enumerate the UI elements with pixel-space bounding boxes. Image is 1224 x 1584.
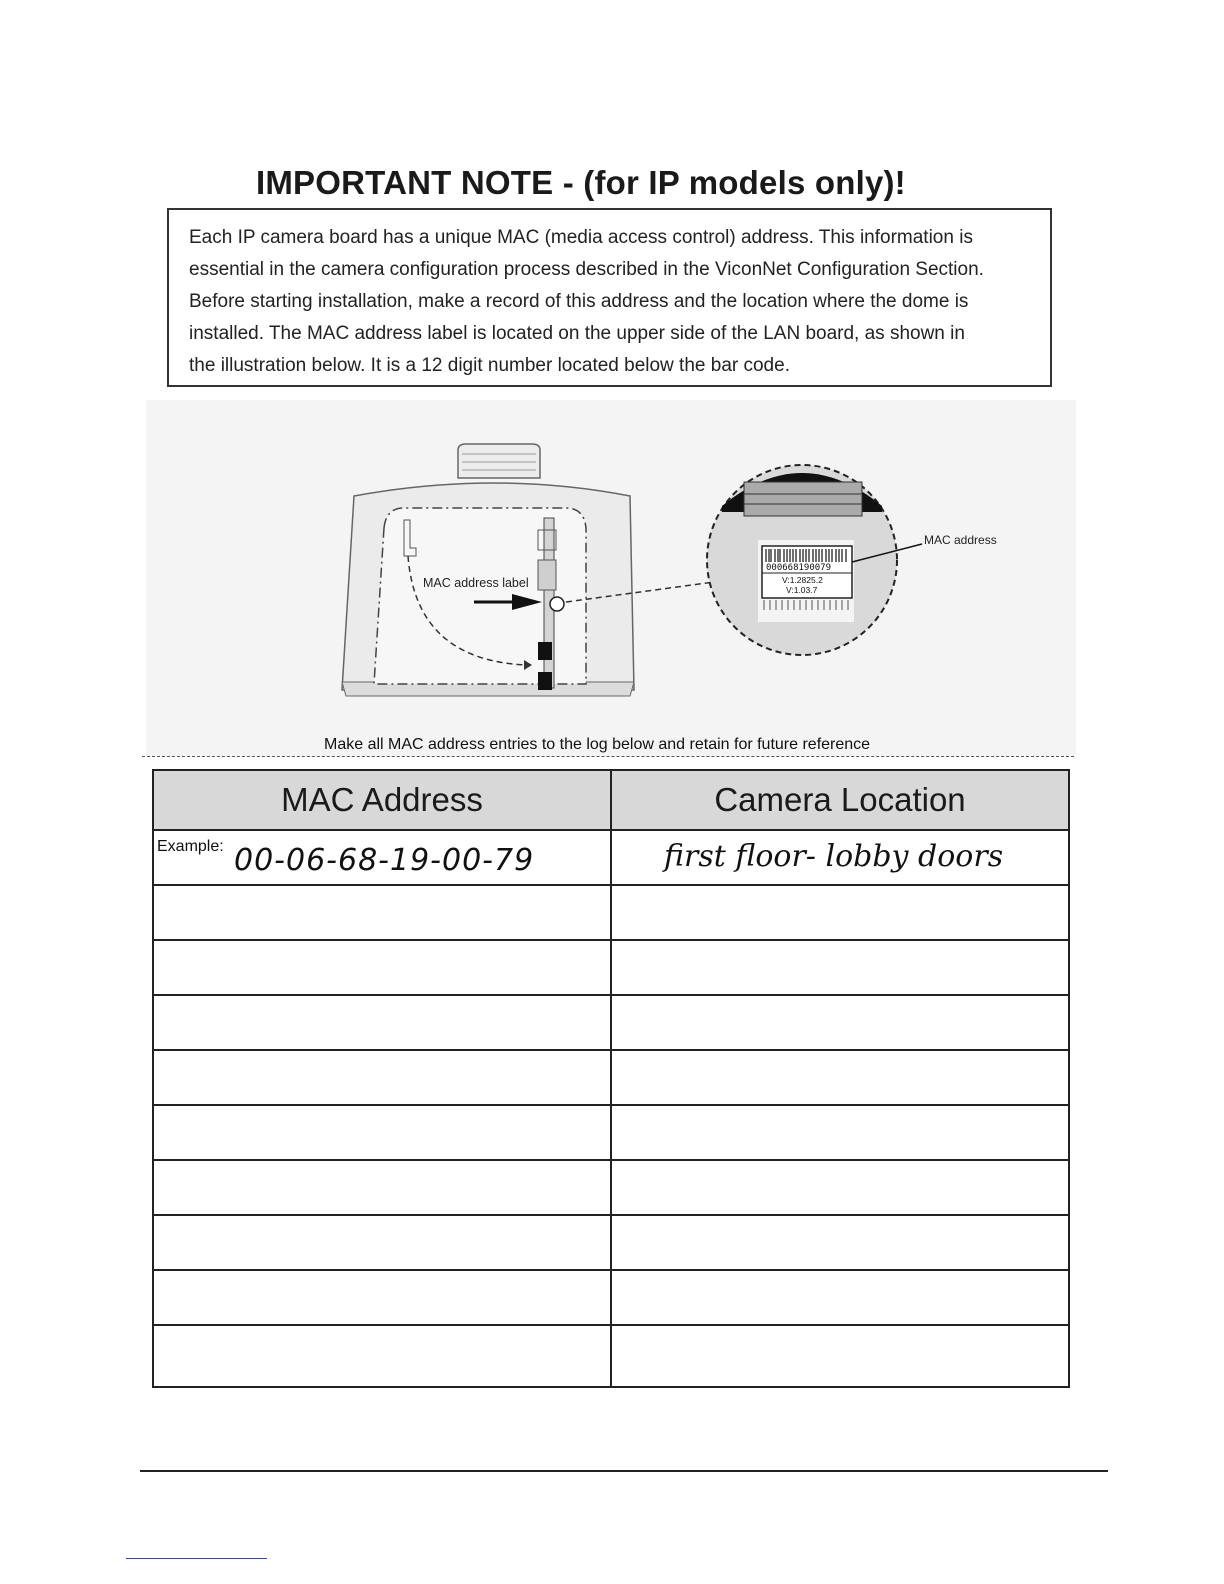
mac-address-callout: MAC address	[924, 533, 997, 547]
example-row	[153, 830, 1069, 885]
note-line: Each IP camera board has a unique MAC (media access control) address. This information is	[189, 227, 973, 248]
version-line-1: V:1.2825.2	[782, 575, 823, 585]
header-camera-location: Camera Location	[611, 770, 1069, 830]
mac-entry-cell[interactable]	[153, 1270, 611, 1325]
note-line: the illustration below. It is a 12 digit number located below the bar code.	[189, 355, 790, 376]
log-caption: Make all MAC address entries to the log below and retain for future reference	[324, 736, 871, 753]
note-line: Before starting installation, make a record of this address and the location where the dome is	[189, 291, 969, 312]
footer-link-underline	[126, 1558, 267, 1559]
mac-entry-cell[interactable]	[153, 1325, 611, 1387]
location-entry-cell[interactable]	[611, 1325, 1069, 1387]
location-entry-cell[interactable]	[611, 885, 1069, 940]
location-entry-cell[interactable]	[611, 1050, 1069, 1105]
table-header-row	[153, 770, 1069, 830]
example-location-value: first floor- lobby doors	[664, 839, 1004, 874]
location-entry-cell[interactable]	[611, 1105, 1069, 1160]
important-note-box	[167, 208, 1052, 387]
header-mac-address: MAC Address	[153, 770, 611, 830]
table-row	[153, 1325, 1069, 1387]
note-line: essential in the camera configuration process described in the ViconNet Configuration Section.	[189, 259, 984, 280]
table-row	[153, 995, 1069, 1050]
label-location-circle	[550, 597, 564, 611]
table-row	[153, 1160, 1069, 1215]
table-row	[153, 1050, 1069, 1105]
camera-illustration	[146, 400, 1076, 756]
mac-entry-cell[interactable]	[153, 995, 611, 1050]
example-label: Example:	[157, 838, 224, 855]
table-row	[153, 1215, 1069, 1270]
location-entry-cell[interactable]	[611, 1215, 1069, 1270]
location-entry-cell[interactable]	[611, 940, 1069, 995]
mac-address-label-text: MAC address label	[423, 576, 529, 590]
barcode-digits: 000668190079	[766, 563, 832, 573]
table-row	[153, 1270, 1069, 1325]
mac-entry-cell[interactable]	[153, 885, 611, 940]
footer-divider	[140, 1470, 1108, 1472]
dome-camera-diagram	[146, 400, 1076, 756]
example-location-cell	[611, 830, 1069, 885]
mac-entry-cell[interactable]	[153, 1050, 611, 1105]
location-entry-cell[interactable]	[611, 1270, 1069, 1325]
page-title: IMPORTANT NOTE - (for IP models only)!	[256, 164, 906, 201]
version-line-2: V:1.03.7	[786, 585, 818, 595]
example-mac-value: 00-06-68-19-00-79	[234, 843, 535, 878]
table-row	[153, 885, 1069, 940]
mac-entry-cell[interactable]	[153, 1215, 611, 1270]
table-row	[153, 940, 1069, 995]
mac-address-log-table	[152, 769, 1070, 1388]
location-entry-cell[interactable]	[611, 995, 1069, 1050]
location-entry-cell[interactable]	[611, 1160, 1069, 1215]
note-line: installed. The MAC address label is located on the upper side of the LAN board, as shown in	[189, 323, 965, 344]
mac-entry-cell[interactable]	[153, 1105, 611, 1160]
example-mac-cell	[153, 830, 611, 885]
mac-entry-cell[interactable]	[153, 940, 611, 995]
cut-line	[142, 756, 1074, 757]
table-row	[153, 1105, 1069, 1160]
mac-entry-cell[interactable]	[153, 1160, 611, 1215]
